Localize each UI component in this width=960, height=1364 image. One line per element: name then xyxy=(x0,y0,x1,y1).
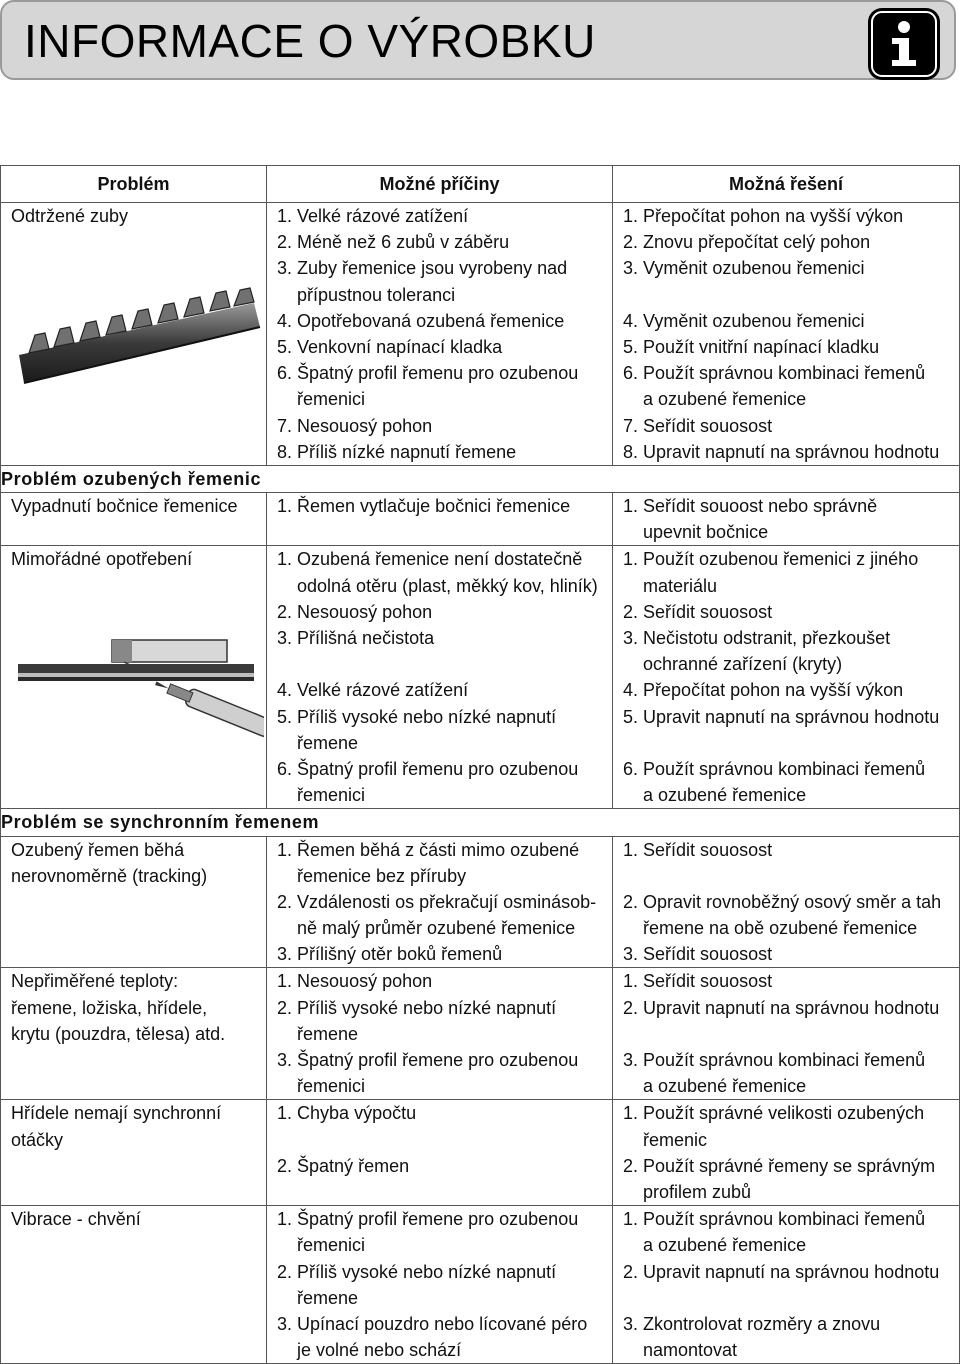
item-text: ně malý průměr ozubené řemenice xyxy=(297,918,576,939)
item-text: Špatný profil řemenu pro ozubenou xyxy=(297,363,579,384)
item-text: Příliš vysoké nebo nízké napnutí xyxy=(297,706,557,727)
cause-item xyxy=(277,730,606,756)
solution-item xyxy=(623,546,953,572)
item-text: Méně než 6 zubů v záběru xyxy=(297,232,510,253)
solution-item xyxy=(623,915,953,941)
cause-item xyxy=(277,308,606,334)
problem-text: otáčky xyxy=(11,1129,64,1150)
solution-item xyxy=(623,1206,953,1232)
item-text: a ozubené řemenice xyxy=(643,1076,807,1097)
item-text: Venkovní napínací kladka xyxy=(297,336,503,357)
item-text: Znovu přepočítat celý pohon xyxy=(643,232,871,253)
solution-item xyxy=(623,968,953,994)
table-group-belt xyxy=(1,836,960,1364)
solution-item xyxy=(623,1021,953,1047)
item-text: Řemen běhá z části mimo ozubené xyxy=(297,839,580,860)
item-text: Přepočítat pohon na vyšší výkon xyxy=(643,206,904,226)
section-heading-pulleys: Problém ozubených řemenic xyxy=(1,465,960,492)
item-text: Vyměnit ozubenou řemenici xyxy=(643,310,865,331)
problem-cell xyxy=(1,968,267,1100)
cause-item xyxy=(277,651,606,677)
item-number: 4. xyxy=(277,680,293,701)
item-text: Nesouosý pohon xyxy=(297,971,433,992)
solution-item xyxy=(623,282,953,308)
item-number: 3. xyxy=(623,258,639,279)
cause-item xyxy=(277,493,606,519)
table-row xyxy=(1,836,960,968)
cause-item xyxy=(277,1206,606,1232)
item-text: Seřídit souosost xyxy=(643,944,773,965)
problem-text: Ozubený řemen běhá xyxy=(11,839,185,860)
cause-item xyxy=(277,1232,606,1258)
item-text: Příliš nízké napnutí řemene xyxy=(297,441,517,462)
item-number: 1. xyxy=(277,839,293,860)
solution-item xyxy=(623,1232,953,1258)
item-text: Vyměnit ozubenou řemenici xyxy=(643,258,865,279)
cause-item xyxy=(277,756,606,782)
section-row-pulleys xyxy=(1,465,960,492)
problem-text: nerovnoměrně (tracking) xyxy=(11,865,208,886)
section-heading-belt: Problém se synchronním řemenem xyxy=(1,809,960,836)
solution-item xyxy=(623,756,953,782)
belt-wear-photo xyxy=(14,630,264,740)
table-row xyxy=(1,968,960,1100)
cause-item xyxy=(277,1285,606,1311)
item-text: Upravit napnutí na správnou hodnotu xyxy=(643,706,940,727)
cause-item xyxy=(277,282,606,308)
item-number: 2. xyxy=(623,232,639,253)
cause-cell xyxy=(267,836,613,968)
solution-item xyxy=(623,1100,953,1126)
solution-item xyxy=(623,439,953,465)
solution-item xyxy=(623,941,953,967)
problem-text: Vypadnutí bočnice řemenice xyxy=(11,496,238,517)
cause-item xyxy=(277,995,606,1021)
item-text: odolná otěru (plast, měkký kov, hliník) xyxy=(297,575,598,596)
item-text: ochranné zařízení (kryty) xyxy=(643,654,843,675)
item-text: Velké rázové zatížení xyxy=(297,680,469,701)
item-number: 5. xyxy=(277,706,293,727)
item-number: 1. xyxy=(277,206,293,226)
column-header-causes: Možné příčiny xyxy=(267,166,613,203)
cause-item xyxy=(277,704,606,730)
problem-text: krytu (pouzdra, tělesa) atd. xyxy=(11,1023,226,1044)
problem-text: Nepřiměřené teploty: xyxy=(11,971,179,992)
item-text: Seřídit souoost nebo správně xyxy=(643,496,878,517)
item-text: řemene na obě ozubené řemenice xyxy=(643,918,918,939)
item-number: 6. xyxy=(623,363,639,384)
item-text: Chyba výpočtu xyxy=(297,1103,417,1124)
item-number: 3. xyxy=(277,628,293,649)
item-text: Přepočítat pohon na vyšší výkon xyxy=(643,680,904,701)
cause-item xyxy=(277,1073,606,1099)
item-number: 6. xyxy=(277,758,293,779)
item-number: 1. xyxy=(277,1209,293,1230)
item-text: řemene xyxy=(297,732,359,753)
item-text: Nesouosý pohon xyxy=(297,415,433,436)
problem-text: Mimořádné opotřebení xyxy=(11,549,193,570)
item-number: 1. xyxy=(277,496,293,517)
item-text: Seřídit souosost xyxy=(643,415,773,436)
solution-cell xyxy=(613,493,960,546)
item-number: 7. xyxy=(277,415,293,436)
item-text: Upravit napnutí na správnou hodnotu xyxy=(643,997,940,1018)
solution-item xyxy=(623,1153,953,1179)
item-number: 3. xyxy=(277,944,293,965)
solution-item xyxy=(623,651,953,677)
solution-item xyxy=(623,386,953,412)
problem-cell xyxy=(1,493,267,546)
item-text: řemenici xyxy=(297,785,366,806)
cause-item xyxy=(277,599,606,625)
solution-item xyxy=(623,1337,953,1363)
item-number: 3. xyxy=(277,258,293,279)
item-text: Použít správnou kombinaci řemenů xyxy=(643,1209,926,1230)
solution-item xyxy=(623,782,953,808)
cause-item xyxy=(277,413,606,439)
solution-item xyxy=(623,519,953,545)
cause-item xyxy=(277,386,606,412)
solution-cell xyxy=(613,836,960,968)
torn-teeth-belt-photo xyxy=(14,285,264,395)
item-text: Špatný řemen xyxy=(297,1155,410,1176)
item-text: Upínací pouzdro nebo lícované péro xyxy=(297,1313,588,1334)
cause-item xyxy=(277,1153,606,1179)
column-header-problem: Problém xyxy=(1,166,267,203)
cause-cell xyxy=(267,493,613,546)
solution-item xyxy=(623,1127,953,1153)
solution-item xyxy=(623,1311,953,1337)
item-number: 2. xyxy=(623,891,639,912)
item-text: Seřídit souosost xyxy=(643,839,773,860)
cause-item xyxy=(277,573,606,599)
item-text: řemenici xyxy=(297,1076,366,1097)
solution-item xyxy=(623,730,953,756)
solution-cell xyxy=(613,1100,960,1206)
problem-cell xyxy=(1,1206,267,1364)
item-text: Ozubená řemenice není dostatečně xyxy=(297,549,583,570)
cause-item xyxy=(277,229,606,255)
item-text: Použít vnitřní napínací kladku xyxy=(643,336,880,357)
item-number: 2. xyxy=(623,1261,639,1282)
cause-item xyxy=(277,941,606,967)
item-text: a ozubené řemenice xyxy=(643,1235,807,1256)
item-text: Špatný profil řemene pro ozubenou xyxy=(297,1209,579,1230)
solution-item xyxy=(623,1073,953,1099)
solution-item xyxy=(623,625,953,651)
solution-item xyxy=(623,413,953,439)
cause-item xyxy=(277,1311,606,1337)
item-number: 1. xyxy=(623,971,639,992)
item-text: Řemen vytlačuje bočnici řemenice xyxy=(297,496,571,517)
solution-item xyxy=(623,573,953,599)
item-text: Nesouosý pohon xyxy=(297,601,433,622)
item-text: profilem zubů xyxy=(643,1181,752,1202)
item-text: a ozubené řemenice xyxy=(643,389,807,410)
item-number: 2. xyxy=(277,891,293,912)
item-number: 3. xyxy=(623,1313,639,1334)
cause-item xyxy=(277,625,606,651)
item-text: Použít správnou kombinaci řemenů xyxy=(643,758,926,779)
item-text: Seřídit souosost xyxy=(643,601,773,622)
solution-cell xyxy=(613,203,960,466)
item-text: a ozubené řemenice xyxy=(643,785,807,806)
solution-item xyxy=(623,889,953,915)
cause-cell xyxy=(267,203,613,466)
solution-item xyxy=(623,360,953,386)
item-text: Zuby řemenice jsou vyrobeny nad xyxy=(297,258,568,279)
cause-item xyxy=(277,1047,606,1073)
item-number: 1. xyxy=(623,549,639,570)
item-number: 2. xyxy=(623,1155,639,1176)
cause-cell xyxy=(267,968,613,1100)
item-number: 2. xyxy=(623,997,639,1018)
table-header-row xyxy=(1,166,960,203)
problem-text: Odtržené zuby xyxy=(11,206,129,226)
item-text: Seřídit souosost xyxy=(643,971,773,992)
item-number: 2. xyxy=(277,232,293,253)
solution-item xyxy=(623,599,953,625)
item-text: řemenice bez příruby xyxy=(297,865,467,886)
cause-item xyxy=(277,968,606,994)
solution-cell xyxy=(613,546,960,809)
solution-item xyxy=(623,1047,953,1073)
solution-item xyxy=(623,493,953,519)
item-number: 3. xyxy=(623,628,639,649)
problem-text: Vibrace - chvění xyxy=(11,1209,141,1230)
cause-item xyxy=(277,1127,606,1153)
item-text: Přílišná nečistota xyxy=(297,628,435,649)
item-text: Opotřebovaná ozubená řemenice xyxy=(297,310,565,331)
item-number: 1. xyxy=(623,1209,639,1230)
item-text: upevnit bočnice xyxy=(643,522,769,543)
item-text: řemenici xyxy=(297,389,366,410)
cause-item xyxy=(277,439,606,465)
solution-item xyxy=(623,863,953,889)
item-text: řemene xyxy=(297,1023,359,1044)
table-row xyxy=(1,493,960,546)
item-number: 2. xyxy=(277,1261,293,1282)
item-number: 1. xyxy=(277,549,293,570)
item-number: 1. xyxy=(277,971,293,992)
item-number: 1. xyxy=(623,1103,639,1124)
item-number: 1. xyxy=(623,206,639,226)
solution-cell xyxy=(613,968,960,1100)
solution-item xyxy=(623,334,953,360)
cause-item xyxy=(277,546,606,572)
item-text: Nečistotu odstranit, přezkoušet xyxy=(643,628,891,649)
section-row-belt xyxy=(1,809,960,836)
solution-item xyxy=(623,1259,953,1285)
cause-item xyxy=(277,863,606,889)
column-header-solutions: Možná řešení xyxy=(613,166,960,203)
solution-cell xyxy=(613,1206,960,1364)
solution-item xyxy=(623,1179,953,1205)
item-text: Použít správnou kombinaci řemenů xyxy=(643,363,926,384)
item-number: 6. xyxy=(623,758,639,779)
problem-cell xyxy=(1,1100,267,1206)
item-text: Použít správnou kombinaci řemenů xyxy=(643,1050,926,1071)
item-number: 2. xyxy=(623,601,639,622)
item-text: řemenici xyxy=(297,1235,366,1256)
item-number: 4. xyxy=(623,680,639,701)
item-text: Zkontrolovat rozměry a znovu xyxy=(643,1313,881,1334)
item-number: 1. xyxy=(277,1103,293,1124)
solution-item xyxy=(623,837,953,863)
table-row xyxy=(1,1206,960,1364)
cause-item xyxy=(277,782,606,808)
cause-item xyxy=(277,360,606,386)
solution-item xyxy=(623,677,953,703)
cause-item xyxy=(277,1021,606,1047)
cause-cell xyxy=(267,546,613,809)
item-number: 4. xyxy=(277,310,293,331)
item-text: Použít správné řemeny se správným xyxy=(643,1155,936,1176)
item-number: 4. xyxy=(623,310,639,331)
cause-item xyxy=(277,1259,606,1285)
item-text: Špatný profil řemenu pro ozubenou xyxy=(297,758,579,779)
item-text: přípustnou toleranci xyxy=(297,284,456,305)
item-text: Velké rázové zatížení xyxy=(297,206,469,226)
item-text: Vzdálenosti os překračují osminásob- xyxy=(297,891,597,912)
item-number: 5. xyxy=(623,336,639,357)
item-number: 5. xyxy=(623,706,639,727)
problem-text: řemene, ložiska, hřídele, xyxy=(11,997,208,1018)
item-number: 7. xyxy=(623,415,639,436)
item-number: 1. xyxy=(623,839,639,860)
cause-item xyxy=(277,677,606,703)
item-text: Upravit napnutí na správnou hodnotu xyxy=(643,441,940,462)
item-number: 8. xyxy=(623,441,639,462)
solution-item xyxy=(623,704,953,730)
solution-item xyxy=(623,229,953,255)
solution-item xyxy=(623,308,953,334)
item-number: 3. xyxy=(623,944,639,965)
cause-item xyxy=(277,255,606,281)
item-number: 8. xyxy=(277,441,293,462)
item-text: namontovat xyxy=(643,1340,738,1361)
item-text: řemenic xyxy=(643,1129,708,1150)
cause-cell xyxy=(267,1206,613,1364)
cause-item xyxy=(277,203,606,229)
item-number: 3. xyxy=(623,1050,639,1071)
cause-cell xyxy=(267,1100,613,1206)
item-text: Opravit rovnoběžný osový směr a tah xyxy=(643,891,942,912)
item-text: Příliš vysoké nebo nízké napnutí xyxy=(297,997,557,1018)
cause-item xyxy=(277,889,606,915)
cause-item xyxy=(277,1100,606,1126)
item-number: 2. xyxy=(277,601,293,622)
problem-cell xyxy=(1,836,267,968)
item-text: Použít ozubenou řemenici z jiného xyxy=(643,549,919,570)
solution-item xyxy=(623,1285,953,1311)
item-number: 3. xyxy=(277,1050,293,1071)
item-text: Přílišný otěr boků řemenů xyxy=(297,944,503,965)
page-title: INFORMACE O VÝROBKU xyxy=(24,15,596,67)
problem-text: Hřídele nemají synchronní xyxy=(11,1103,222,1124)
item-text: řemene xyxy=(297,1287,359,1308)
item-number: 1. xyxy=(623,496,639,517)
solution-item xyxy=(623,255,953,281)
item-text: materiálu xyxy=(643,575,718,596)
item-number: 6. xyxy=(277,363,293,384)
item-number: 2. xyxy=(277,1155,293,1176)
info-icon xyxy=(868,8,940,80)
item-text: Příliš vysoké nebo nízké napnutí xyxy=(297,1261,557,1282)
cause-item xyxy=(277,1337,606,1363)
header-bar xyxy=(0,0,956,80)
cause-item xyxy=(277,837,606,863)
item-text: Použít správné velikosti ozubených xyxy=(643,1103,925,1124)
cause-item xyxy=(277,915,606,941)
item-text: je volné nebo schází xyxy=(297,1340,462,1361)
item-number: 2. xyxy=(277,997,293,1018)
table-row xyxy=(1,1100,960,1206)
item-number: 3. xyxy=(277,1313,293,1334)
solution-item xyxy=(623,203,953,229)
cause-item xyxy=(277,334,606,360)
item-text: Upravit napnutí na správnou hodnotu xyxy=(643,1261,940,1282)
item-text: Špatný profil řemene pro ozubenou xyxy=(297,1050,579,1071)
solution-item xyxy=(623,995,953,1021)
item-number: 5. xyxy=(277,336,293,357)
